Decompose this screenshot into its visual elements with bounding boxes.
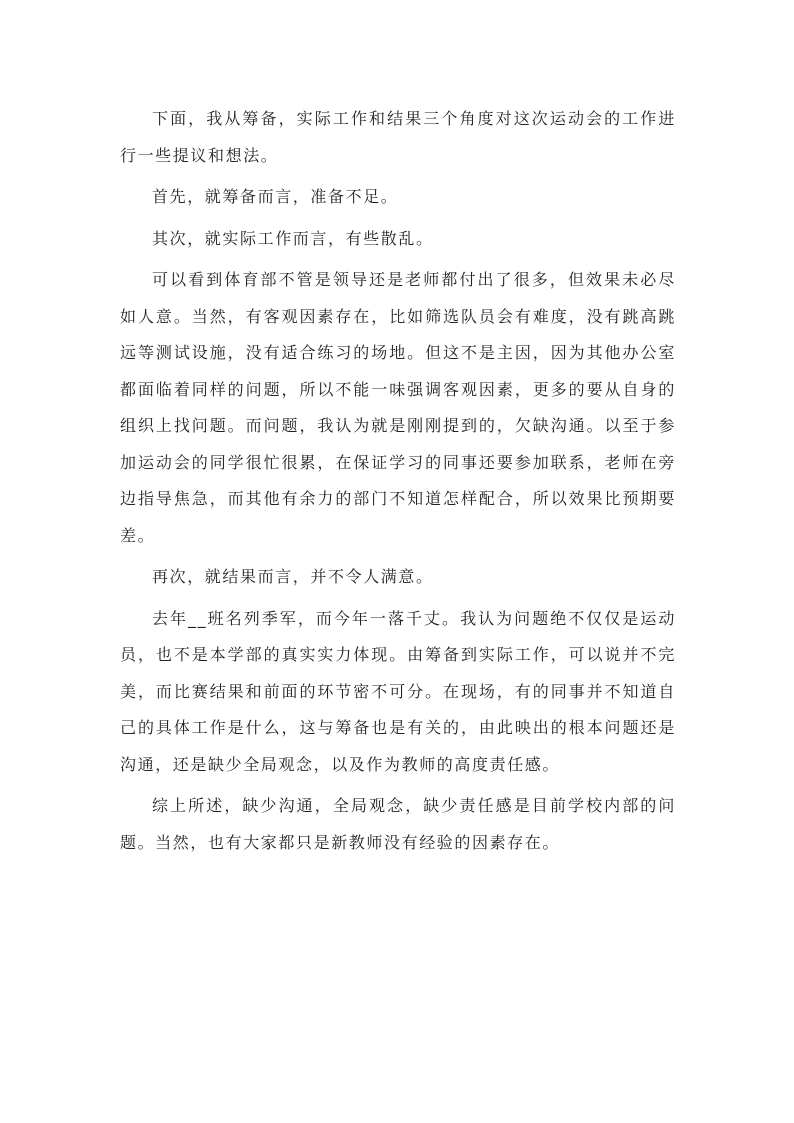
paragraph-actual-work: 其次，就实际工作而言，有些散乱。 xyxy=(152,228,434,248)
paragraph-analysis: 可以看到体育部不管是领导还是老师都付出了很多，但效果未必尽如人意。当然，有客观因素存在，比如筛选队员会有难度，没有跳高跳远等测试设施，没有适合练习的场地。但这不是主因，因为其他办公室都面临着同样的问题，所以不能一味强调客观因素，更多的要从自身的组织上找问题。而问题，我认为就是刚刚提到的，欠缺沟通。以至于参加运动会的同学很忙很累，在保证学习的同事还要参加联系，老师在旁边指导焦急，而其他有余力的部门不知道怎样配合，所以效果比预期要差。 xyxy=(120,270,676,545)
document-body xyxy=(120,101,676,861)
paragraph-intro: 下面，我从筹备，实际工作和结果三个角度对这次运动会的工作进行一些提议和想法。 xyxy=(120,109,676,165)
paragraph-preparation: 首先，就筹备而言，准备不足。 xyxy=(152,187,399,206)
paragraph-summary: 综上所述，缺少沟通，全局观念，缺少责任感是目前学校内部的问题。当然，也有大家都只是新教师没有经验的因素存在。 xyxy=(120,796,676,852)
paragraph-result: 再次，就结果而言，并不令人满意。 xyxy=(152,567,434,586)
paragraph-result-analysis: 去年__班名列季军，而今年一落千丈。我认为问题绝不仅仅是运动员，也不是本学部的真实实力体现。由筹备到实际工作，可以说并不完美，而比赛结果和前面的环节密不可分。在现场，有的同事并不知道自己的具体工作是什么，这与筹备也是有关的，由此映出的根本问题还是沟通，还是缺少全局观念，以及作为教师的高度责任感。 xyxy=(120,608,676,774)
